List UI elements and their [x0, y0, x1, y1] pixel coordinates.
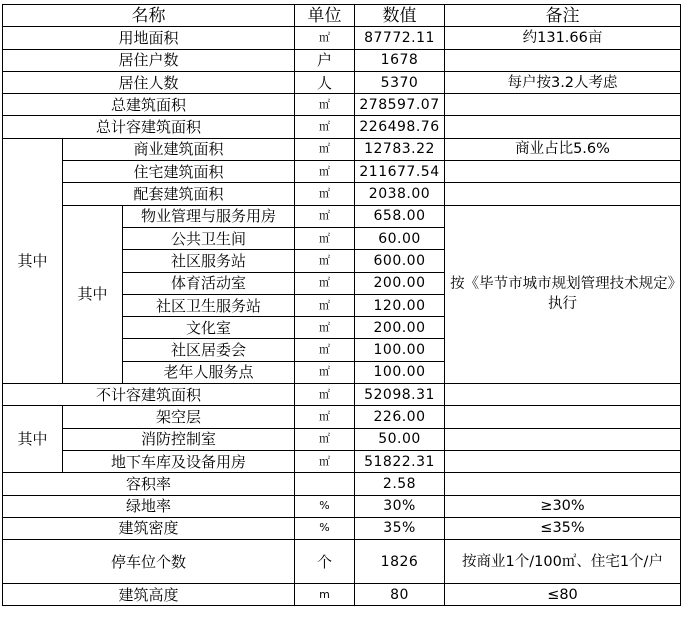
- row-unit: ㎡: [295, 428, 355, 450]
- row-name: 用地面积: [3, 27, 295, 49]
- header-name: 名称: [3, 5, 295, 27]
- row-name: 社区卫生服务站: [123, 294, 295, 316]
- row-name: 物业管理与服务用房: [123, 205, 295, 227]
- row-value: 87772.11: [355, 27, 445, 49]
- row-value: 1826: [355, 540, 445, 584]
- row-name: 绿地率: [3, 495, 295, 517]
- planning-indicators-table: [2, 4, 681, 606]
- row-value: 211677.54: [355, 161, 445, 183]
- row-value: 100.00: [355, 361, 445, 383]
- row-unit: ㎡: [295, 205, 355, 227]
- row-note: [445, 49, 681, 71]
- row-name: 建筑密度: [3, 517, 295, 539]
- row-value: 2.58: [355, 473, 445, 495]
- row-name: 社区服务站: [123, 250, 295, 272]
- header-unit: 单位: [295, 5, 355, 27]
- row-note: [445, 428, 681, 450]
- row-name: 老年人服务点: [123, 361, 295, 383]
- row-value: 60.00: [355, 227, 445, 249]
- row-name: 地下车库及设备用房: [63, 450, 295, 472]
- table-row: [3, 94, 681, 116]
- row-unit: ㎡: [295, 94, 355, 116]
- row-note: [445, 384, 681, 406]
- table-row: [3, 428, 681, 450]
- row-note: 每户按3.2人考虑: [445, 71, 681, 93]
- header-note: 备注: [445, 5, 681, 27]
- row-unit: ㎡: [295, 27, 355, 49]
- row-note: ≥30%: [445, 495, 681, 517]
- supporting-note: 按《毕节市城市规划管理技术规定》执行: [445, 205, 681, 383]
- row-value: 30%: [355, 495, 445, 517]
- row-note: [445, 183, 681, 205]
- table-row: [3, 183, 681, 205]
- row-note: [445, 116, 681, 138]
- row-value: 200.00: [355, 272, 445, 294]
- row-note: 按商业1个/100㎡、住宅1个/户: [445, 540, 681, 584]
- row-unit: %: [295, 517, 355, 539]
- table-row: [3, 161, 681, 183]
- table-row: [3, 49, 681, 71]
- row-value: 1678: [355, 49, 445, 71]
- row-unit: ㎡: [295, 384, 355, 406]
- row-note: 商业占比5.6%: [445, 138, 681, 160]
- table-row: [3, 27, 681, 49]
- row-value: 226.00: [355, 406, 445, 428]
- row-name: 居住户数: [3, 49, 295, 71]
- row-value: 80: [355, 584, 445, 606]
- row-unit: ㎡: [295, 339, 355, 361]
- row-unit: ㎡: [295, 161, 355, 183]
- table-row: [3, 584, 681, 606]
- data-table-wrapper: [2, 4, 681, 606]
- row-name: 文化室: [123, 317, 295, 339]
- table-row: [3, 138, 681, 160]
- row-name: 体育活动室: [123, 272, 295, 294]
- row-value: 35%: [355, 517, 445, 539]
- row-note: ≤80: [445, 584, 681, 606]
- row-value: 200.00: [355, 317, 445, 339]
- row-name: 架空层: [63, 406, 295, 428]
- row-value: 226498.76: [355, 116, 445, 138]
- header-value: 数值: [355, 5, 445, 27]
- row-note: [445, 161, 681, 183]
- row-unit: ㎡: [295, 294, 355, 316]
- row-name: 建筑高度: [3, 584, 295, 606]
- row-note: 约131.66亩: [445, 27, 681, 49]
- table-row: [3, 406, 681, 428]
- table-header-row: [3, 5, 681, 27]
- table-row: [3, 384, 681, 406]
- row-note: ≤35%: [445, 517, 681, 539]
- row-unit: ㎡: [295, 406, 355, 428]
- row-name: 总建筑面积: [3, 94, 295, 116]
- table-row: [3, 540, 681, 584]
- group-label-non-far: 其中: [3, 406, 63, 473]
- table-row: [3, 495, 681, 517]
- row-value: 12783.22: [355, 138, 445, 160]
- row-value: 50.00: [355, 428, 445, 450]
- table-row: [3, 116, 681, 138]
- row-note: [445, 450, 681, 472]
- row-unit: ㎡: [295, 317, 355, 339]
- row-name: 配套建筑面积: [63, 183, 295, 205]
- row-name: 居住人数: [3, 71, 295, 93]
- row-unit: ㎡: [295, 272, 355, 294]
- row-value: 100.00: [355, 339, 445, 361]
- row-name: 停车位个数: [3, 540, 295, 584]
- row-name: 公共卫生间: [123, 227, 295, 249]
- row-value: 51822.31: [355, 450, 445, 472]
- row-unit: 个: [295, 540, 355, 584]
- table-row: [3, 71, 681, 93]
- row-unit: 户: [295, 49, 355, 71]
- row-value: 120.00: [355, 294, 445, 316]
- row-name: 社区居委会: [123, 339, 295, 361]
- row-note: [445, 406, 681, 428]
- row-name: 总计容建筑面积: [3, 116, 295, 138]
- row-name: 容积率: [3, 473, 295, 495]
- row-value: 278597.07: [355, 94, 445, 116]
- row-unit: ㎡: [295, 183, 355, 205]
- row-unit: ㎡: [295, 116, 355, 138]
- row-unit: ㎡: [295, 361, 355, 383]
- row-unit: 人: [295, 71, 355, 93]
- row-value: 2038.00: [355, 183, 445, 205]
- row-name: 不计容建筑面积: [3, 384, 295, 406]
- row-note: [445, 94, 681, 116]
- row-unit: ㎡: [295, 250, 355, 272]
- row-value: 658.00: [355, 205, 445, 227]
- row-unit: [295, 473, 355, 495]
- row-value: 52098.31: [355, 384, 445, 406]
- row-unit: ㎡: [295, 450, 355, 472]
- row-note: [445, 473, 681, 495]
- row-unit: %: [295, 495, 355, 517]
- row-value: 5370: [355, 71, 445, 93]
- row-unit: ㎡: [295, 138, 355, 160]
- row-value: 600.00: [355, 250, 445, 272]
- row-unit: ㎡: [295, 227, 355, 249]
- table-row: [3, 517, 681, 539]
- row-name: 消防控制室: [63, 428, 295, 450]
- table-row: [3, 205, 681, 227]
- row-name: 商业建筑面积: [63, 138, 295, 160]
- row-name: 住宅建筑面积: [63, 161, 295, 183]
- row-unit: m: [295, 584, 355, 606]
- group-label-far: 其中: [3, 138, 63, 383]
- table-row: [3, 473, 681, 495]
- table-row: [3, 450, 681, 472]
- group-label-supporting: 其中: [63, 205, 123, 383]
